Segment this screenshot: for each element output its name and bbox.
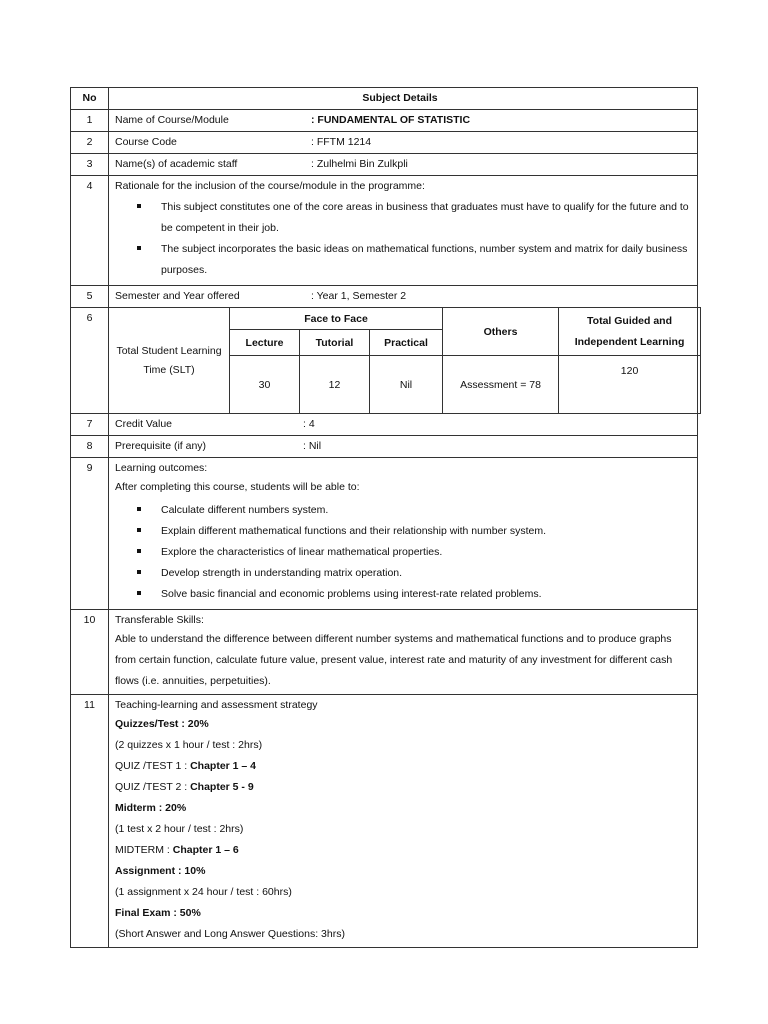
row-course-code xyxy=(71,132,698,154)
transferable-skills-text: Able to understand the difference between different number systems and mathematical functions and to produce graphs from certain function, calculate future value, present value, interest rate and maturity of any investment for different cash flows (i.e. annuities, perpetuities). xyxy=(115,633,673,687)
practical-header: Practical xyxy=(384,336,428,349)
row-number: 3 xyxy=(86,158,93,170)
assignment-heading: Assignment : 10% xyxy=(115,865,206,877)
quiz2-chapter: Chapter 5 - 9 xyxy=(190,781,254,793)
row-number: 10 xyxy=(83,614,96,626)
slt-label: Total Student Learning Time (SLT) xyxy=(116,344,222,376)
row-number: 11 xyxy=(84,699,95,711)
midterm-detail: (1 test x 2 hour / test : 2hrs) xyxy=(115,823,244,835)
row-learning-outcomes xyxy=(71,458,698,610)
final-exam-heading: Final Exam : 50% xyxy=(115,907,201,919)
midterm-chapter: Chapter 1 – 6 xyxy=(172,844,239,856)
total-value: 120 xyxy=(620,365,639,377)
quiz1-prefix: QUIZ /TEST 1 : xyxy=(115,760,191,772)
row-assessment-strategy xyxy=(71,695,698,948)
quiz2-prefix: QUIZ /TEST 2 : xyxy=(115,781,191,793)
transferable-skills-label: Transferable Skills: xyxy=(115,614,204,626)
row-semester xyxy=(71,286,698,308)
course-name-value: : FUNDAMENTAL OF STATISTIC xyxy=(311,114,471,126)
row-number: 1 xyxy=(86,114,93,126)
others-value: Assessment = 78 xyxy=(460,378,541,391)
table-header-row xyxy=(71,88,698,110)
row-rationale xyxy=(71,176,698,286)
slt-table xyxy=(108,307,701,414)
credit-label: Credit Value xyxy=(115,418,173,430)
academic-staff-label: Name(s) of academic staff xyxy=(115,158,238,170)
lecture-header: Lecture xyxy=(245,336,284,349)
semester-value: : Year 1, Semester 2 xyxy=(311,290,407,302)
academic-staff-value: : Zulhelmi Bin Zulkpli xyxy=(311,158,408,170)
total-guided-header: Total Guided and Independent Learning xyxy=(574,314,685,348)
quiz2-line xyxy=(115,777,691,798)
midterm-prefix: MIDTERM : xyxy=(115,844,173,856)
quiz-heading: Quizzes/Test : 20% xyxy=(115,718,209,730)
list-item: Explain different mathematical functions and their relationship with number system. xyxy=(161,521,691,542)
row-number: 5 xyxy=(86,290,93,302)
face-to-face-header: Face to Face xyxy=(304,312,368,325)
learning-outcomes-intro: After completing this course, students will be able to: xyxy=(115,481,360,493)
course-code-value: : FFTM 1214 xyxy=(311,136,372,148)
quiz-detail: (2 quizzes x 1 hour / test : 2hrs) xyxy=(115,739,263,751)
row-number: 6 xyxy=(86,312,93,324)
list-item: The subject incorporates the basic ideas on mathematical functions, number system and matrix for daily business purposes. xyxy=(161,239,691,281)
semester-label: Semester and Year offered xyxy=(115,290,240,302)
course-code-label: Course Code xyxy=(115,136,177,148)
list-item: Explore the characteristics of linear mathematical properties. xyxy=(161,542,691,563)
list-item: Solve basic financial and economic problems using interest-rate related problems. xyxy=(161,584,691,605)
row-number: 9 xyxy=(86,462,93,474)
row-number: 8 xyxy=(86,440,93,452)
practical-value: Nil xyxy=(399,378,413,391)
credit-value: : 4 xyxy=(303,418,315,430)
row-number: 4 xyxy=(86,180,93,192)
subject-details-header: Subject Details xyxy=(362,92,438,104)
row-number: 7 xyxy=(86,418,93,430)
row-course-name xyxy=(71,110,698,132)
learning-outcomes-list xyxy=(115,500,691,605)
course-name-label: Name of Course/Module xyxy=(115,114,229,126)
no-header: No xyxy=(82,92,97,104)
row-credit xyxy=(71,414,698,436)
prerequisite-value: : Nil xyxy=(303,440,322,452)
row-number: 2 xyxy=(86,136,93,148)
quiz1-chapter: Chapter 1 – 4 xyxy=(190,760,257,772)
list-item: Calculate different numbers system. xyxy=(161,500,691,521)
midterm-heading: Midterm : 20% xyxy=(115,802,187,814)
tutorial-header: Tutorial xyxy=(315,336,354,349)
row-transferable-skills xyxy=(71,610,698,695)
course-details-page xyxy=(70,87,698,948)
midterm-line xyxy=(115,840,691,861)
assessment-strategy-label: Teaching-learning and assessment strategy xyxy=(115,699,318,711)
row-prerequisite xyxy=(71,436,698,458)
list-item: This subject constitutes one of the core areas in business that graduates must have to qualify for the future and to be competent in their job. xyxy=(161,197,691,239)
prerequisite-label: Prerequisite (if any) xyxy=(115,440,207,452)
subject-details-table xyxy=(70,87,698,948)
others-header: Others xyxy=(483,325,518,338)
list-item: Develop strength in understanding matrix operation. xyxy=(161,563,691,584)
tutorial-value: 12 xyxy=(328,378,341,391)
rationale-list xyxy=(115,197,691,281)
quiz1-line xyxy=(115,756,691,777)
final-exam-detail: (Short Answer and Long Answer Questions: 3hrs) xyxy=(115,928,345,940)
row-academic-staff xyxy=(71,154,698,176)
learning-outcomes-label: Learning outcomes: xyxy=(115,462,208,474)
row-slt xyxy=(71,308,698,414)
rationale-label: Rationale for the inclusion of the course/module in the programme: xyxy=(115,180,425,192)
lecture-value: 30 xyxy=(258,378,271,391)
assignment-detail: (1 assignment x 24 hour / test : 60hrs) xyxy=(115,886,292,898)
